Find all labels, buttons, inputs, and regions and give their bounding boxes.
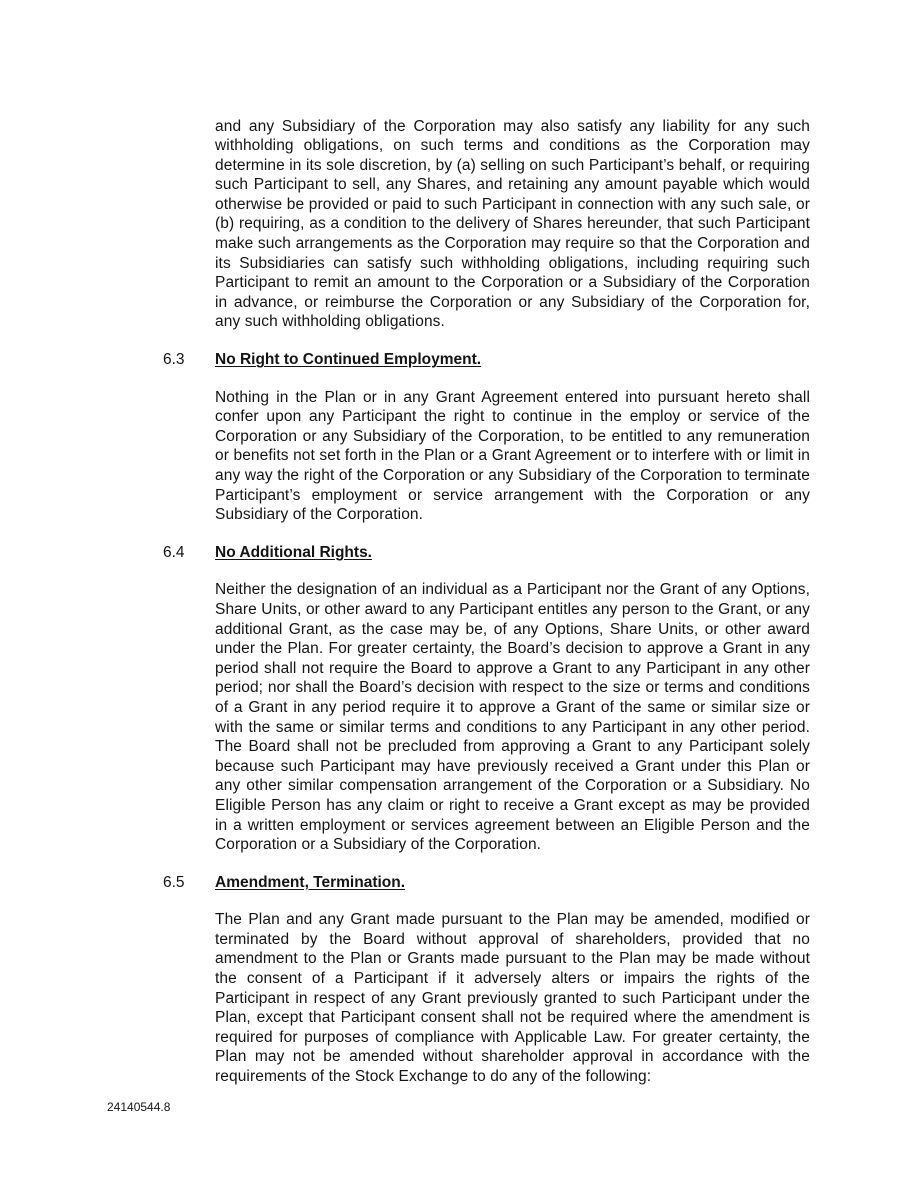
section-number: 6.5 xyxy=(163,873,185,891)
section-number: 6.3 xyxy=(163,351,185,369)
section-title: No Additional Rights. xyxy=(215,543,372,561)
section-title: No Right to Continued Employment. xyxy=(215,351,482,369)
section-title: Amendment, Termination. xyxy=(215,873,406,891)
section-heading-6-4 xyxy=(163,543,811,563)
section-body-6-3: Nothing in the Plan or in any Grant Agreement entered into pursuant hereto shall confer upon any Participant the right to continue in the employ or service of the Corporation or any Subsidiary of the Corporation, to be entitled to any remuneration or benefits not set forth in the Plan or a Grant Agreement or to interfere with or limit in any way the right of the Corporation or any Subsidiary of the Corporation to terminate Participant’s employment or service arrangement with the Corporation or any Subsidiary of the Corporation. xyxy=(215,388,810,524)
section-body-6-4: Neither the designation of an individual as a Participant nor the Grant of any Options, Share Units, or other award to any Participant entitles any person to the Grant, or any additional Grant, as the case may be, of any Options, Share Units, or other award under the Plan. For greater certainty, the Board’s decision to approve a Grant in any period shall not require the Board to approve a Grant to any Participant in any other period; nor shall the Board’s decision with respect to the size or terms and conditions of a Grant in any period require it to approve a Grant of the same or similar size or with the same or similar terms and conditions to any Participant in any other period. The Board shall not be precluded from approving a Grant to any Participant solely because such Participant may have previously received a Grant under this Plan or any other similar compensation arrangement of the Corporation or a Subsidiary. No Eligible Person has any claim or right to receive a Grant except as may be provided in a written employment or services agreement between an Eligible Person and the Corporation or a Subsidiary of the Corporation. xyxy=(215,581,810,854)
document-id-footer: 24140544.8 xyxy=(107,1100,171,1114)
section-number: 6.4 xyxy=(163,543,185,561)
section-body-6-5: The Plan and any Grant made pursuant to the Plan may be amended, modified or terminated by the Board without approval of shareholders, provided that no amendment to the Plan or Grants made pursuant to the Plan may be made without the consent of a Participant if it adversely alters or impairs the rights of the Participant in respect of any Grant previously granted to such Participant under the Plan, except that Participant consent shall not be required where the amendment is required for purposes of compliance with Applicable Law. For greater certainty, the Plan may not be amended without shareholder approval in accordance with the requirements of the Stock Exchange to do any of the following: xyxy=(215,911,810,1086)
section-heading-6-5 xyxy=(163,873,811,893)
document-body xyxy=(163,101,811,1102)
section-heading-6-3 xyxy=(163,350,811,370)
continuation-paragraph: and any Subsidiary of the Corporation may also satisfy any liability for any such withholding obligations, on such terms and conditions as the Corporation may determine in its sole discretion, by (a) selling on such Participant’s behalf, or requiring such Participant to sell, any Shares, and retaining any amount payable which would otherwise be provided or paid to such Participant in connection with any such sale, or (b) requiring, as a condition to the delivery of Shares hereunder, that such Participant make such arrangements as the Corporation may require so that the Corporation and its Subsidiaries can satisfy such withholding obligations, including requiring such Participant to remit an amount to the Corporation or a Subsidiary of the Corporation in advance, or reimburse the Corporation or any Subsidiary of the Corporation for, any such withholding obligations. xyxy=(215,117,810,331)
